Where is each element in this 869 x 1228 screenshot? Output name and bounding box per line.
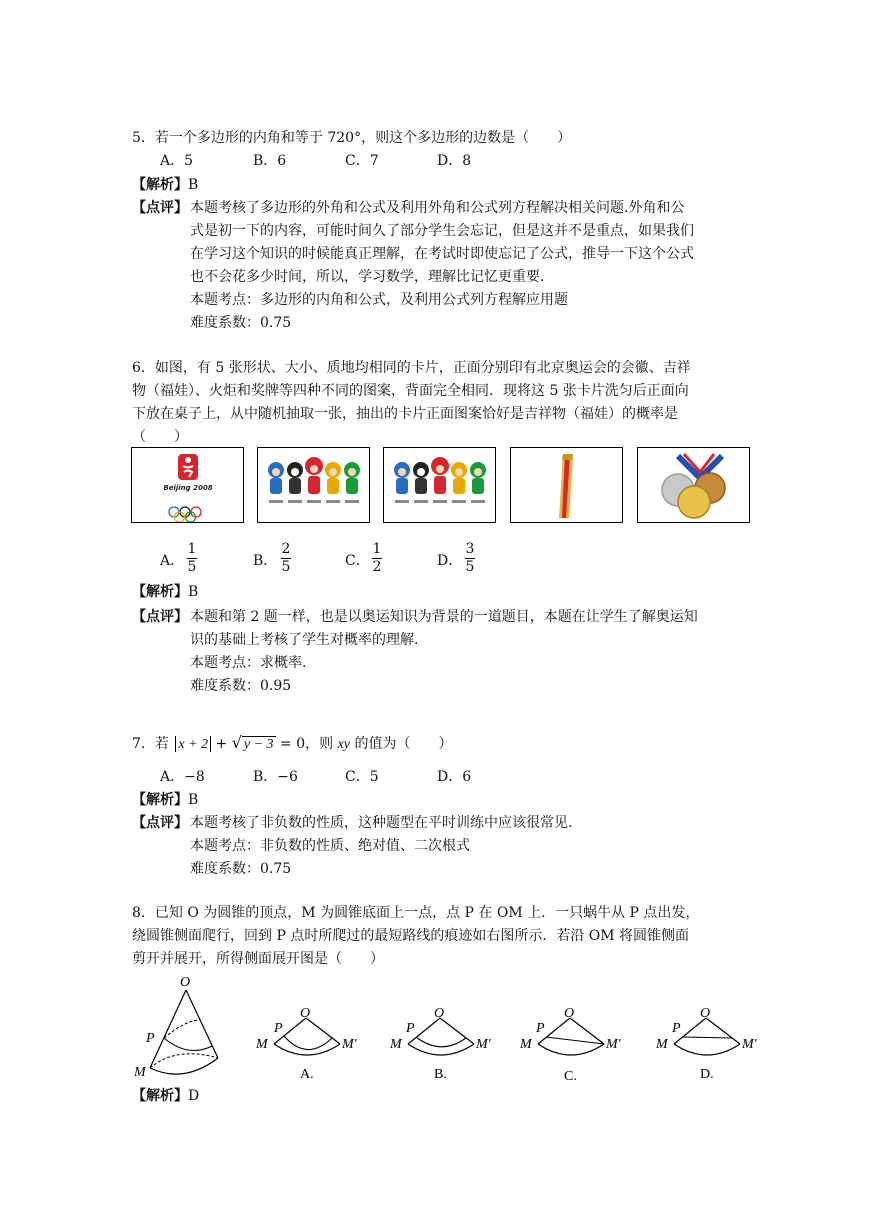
q6-option-a-letter: A． xyxy=(160,553,185,569)
q6-comment-label: 【点评】 xyxy=(132,609,188,625)
numerator: 1 xyxy=(372,541,382,557)
q7-var: xy xyxy=(337,737,350,752)
sqrt-expression: √ y − 3 xyxy=(231,733,274,752)
label-m: M xyxy=(390,1037,402,1052)
label-o: O xyxy=(300,1006,311,1021)
q7-comment-line: 本题考核了非负数的性质，这种题型在平时训练中应该很常见. xyxy=(190,815,573,831)
label-m: M xyxy=(256,1037,268,1052)
denominator: 5 xyxy=(281,559,291,575)
q5-option-d: D．8 xyxy=(437,153,472,169)
q6-comment-line: 本题考点：求概率. xyxy=(190,655,307,671)
label-p: P xyxy=(146,1031,155,1046)
q5-comment-line: 难度系数：0.75 xyxy=(190,315,292,331)
q6-option-c-letter: C． xyxy=(345,553,370,569)
q5-comment-label: 【点评】 xyxy=(132,200,188,216)
cone-figure xyxy=(128,972,238,1084)
emblem-text: Beijing 2008 xyxy=(163,484,213,492)
option-label-c: C. xyxy=(564,1069,577,1082)
q6-option-d-letter: D． xyxy=(437,553,463,569)
numerator: 1 xyxy=(187,541,197,557)
q7-stem-post: ，则 xyxy=(305,736,334,752)
q5-stem: 5．若一个多边形的内角和等于 720°，则这个多边形的边数是（ ） xyxy=(132,130,572,146)
q6-option-c-fraction xyxy=(370,541,384,576)
q7-stem-pre: 7．若 xyxy=(132,736,169,752)
q8-stem-line: 绕圆锥侧面爬行，回到 P 点时所爬过的最短路线的痕迹如右图所示．若沿 OM 将圆锥侧面 xyxy=(132,928,690,944)
q6-option-b-letter: B． xyxy=(253,553,278,569)
option-label-d: D. xyxy=(700,1067,714,1082)
answer-value: B xyxy=(188,584,199,600)
q6-option-d-fraction xyxy=(463,541,477,576)
q6-answer xyxy=(132,582,198,602)
label-o: O xyxy=(434,1006,445,1021)
abs-expression xyxy=(175,736,211,752)
answer-label: 【解析】 xyxy=(132,792,188,808)
q7-option-a: A．−8 xyxy=(160,769,205,785)
denominator: 5 xyxy=(187,559,197,575)
q5-answer xyxy=(132,175,198,195)
label-p: P xyxy=(536,1021,545,1036)
q6-option-b-fraction xyxy=(279,541,293,576)
eq-rest: = 0 xyxy=(280,736,306,752)
label-m-prime: M′ xyxy=(342,1037,357,1052)
q5-comment-line: 也不会花多少时间，所以，学习数学，理解比记忆更重要. xyxy=(190,269,545,285)
q8-stem-line: 8．已知 O 为圆锥的顶点，M 为圆锥底面上一点，点 P 在 OM 上．一只蜗牛从 P 点出发， xyxy=(132,905,700,921)
label-p: P xyxy=(672,1021,681,1036)
label-m-prime: M′ xyxy=(606,1037,621,1052)
denominator: 2 xyxy=(372,559,382,575)
option-label-a: A. xyxy=(300,1067,314,1082)
unfolded-option-b xyxy=(388,1004,500,1082)
label-m: M xyxy=(656,1037,668,1052)
q7-option-c: C．5 xyxy=(345,769,379,785)
card-fuwa xyxy=(257,447,370,523)
q5-comment-line: 在学习这个知识的时候能真正理解，在考试时即使忘记了公式，推导一下这个公式 xyxy=(190,246,694,262)
option-label-b: B. xyxy=(434,1067,447,1082)
q7-option-b: B．−6 xyxy=(253,769,298,785)
label-o: O xyxy=(700,1006,711,1021)
q7-option-d: D．6 xyxy=(437,769,472,785)
q5-comment-line: 本题考核了多边形的外角和公式及利用外角和公式列方程解决相关问题.外角和公 xyxy=(190,200,685,216)
label-o: O xyxy=(564,1006,575,1021)
q7-stem: 7．若 x + 2 + √ y − 3 = 0，则 xy 的值为（ ） xyxy=(132,733,453,752)
answer-label: 【解析】 xyxy=(132,1088,188,1104)
card-emblem xyxy=(131,447,244,523)
q5-comment-line: 式是初一下的内容，可能时间久了部分学生会忘记，但是这并不是重点，如果我们 xyxy=(190,223,694,239)
label-m: M xyxy=(520,1037,532,1052)
answer-label: 【解析】 xyxy=(132,177,188,193)
unfolded-option-c xyxy=(518,1004,630,1082)
answer-value: B xyxy=(188,177,199,193)
q8-answer xyxy=(132,1086,199,1106)
card-torch xyxy=(510,447,623,523)
abs-expr-text: x + 2 xyxy=(178,737,209,752)
numerator: 3 xyxy=(465,541,475,557)
q7-comment-line: 本题考点：非负数的性质、绝对值、二次根式 xyxy=(190,838,470,854)
q6-comment-line: 识的基础上考核了学生对概率的理解. xyxy=(190,632,419,648)
q6-stem-line: 下放在桌子上，从中随机抽取一张，抽出的卡片正面图案恰好是吉祥物（福娃）的概率是 xyxy=(132,406,678,422)
q7-comment-line: 难度系数：0.75 xyxy=(190,861,292,877)
answer-value: D xyxy=(188,1088,200,1104)
q7-stem-end: 的值为（ ） xyxy=(354,736,453,752)
fuwa-mascots-icon xyxy=(384,448,496,523)
q7-comment-label: 【点评】 xyxy=(132,815,188,831)
q5-option-c: C．7 xyxy=(345,153,379,169)
q6-stem-line: 6．如图，有 5 张形状、大小、质地均相同的卡片，正面分别印有北京奥运会的会徽、吉祥 xyxy=(132,360,691,376)
answer-label: 【解析】 xyxy=(132,584,188,600)
label-o: O xyxy=(180,975,191,990)
q6-stem-line: 物（福娃）、火炬和奖牌等四种不同的图案，背面完全相同．现将这 5 张卡片洗匀后正面向 xyxy=(132,383,689,399)
label-p: P xyxy=(274,1021,283,1036)
q8-stem-line: 剪开并展开，所得侧面展开图是（ ） xyxy=(132,951,384,967)
q5-option-a: A．5 xyxy=(160,153,194,169)
q7-answer xyxy=(132,790,198,810)
fuwa-mascots-icon xyxy=(258,448,370,523)
label-p: P xyxy=(406,1021,415,1036)
denominator: 5 xyxy=(465,559,475,575)
q6-option-a-fraction xyxy=(185,541,199,576)
medals-icon xyxy=(638,448,750,523)
q6-stem-line: （ ） xyxy=(132,429,188,445)
numerator: 2 xyxy=(281,541,291,557)
q5-comment-line: 本题考点：多边形的内角和公式，及利用公式列方程解应用题 xyxy=(190,292,568,308)
sqrt-expr-text: y − 3 xyxy=(243,737,274,752)
q5-option-b: B．6 xyxy=(253,153,287,169)
card-fuwa xyxy=(383,447,496,523)
card-medals xyxy=(637,447,750,523)
label-m-prime: M′ xyxy=(742,1037,757,1052)
label-m-prime: M′ xyxy=(476,1037,491,1052)
q6-comment-line: 难度系数：0.95 xyxy=(190,678,292,694)
unfolded-option-d xyxy=(654,1004,766,1082)
answer-value: B xyxy=(188,792,199,808)
unfolded-option-a xyxy=(254,1004,366,1082)
torch-icon xyxy=(511,448,623,523)
q6-comment-line: 本题和第 2 题一样，也是以奥运知识为背景的一道题目，本题在让学生了解奥运知 xyxy=(190,609,698,625)
label-m: M xyxy=(134,1065,146,1080)
